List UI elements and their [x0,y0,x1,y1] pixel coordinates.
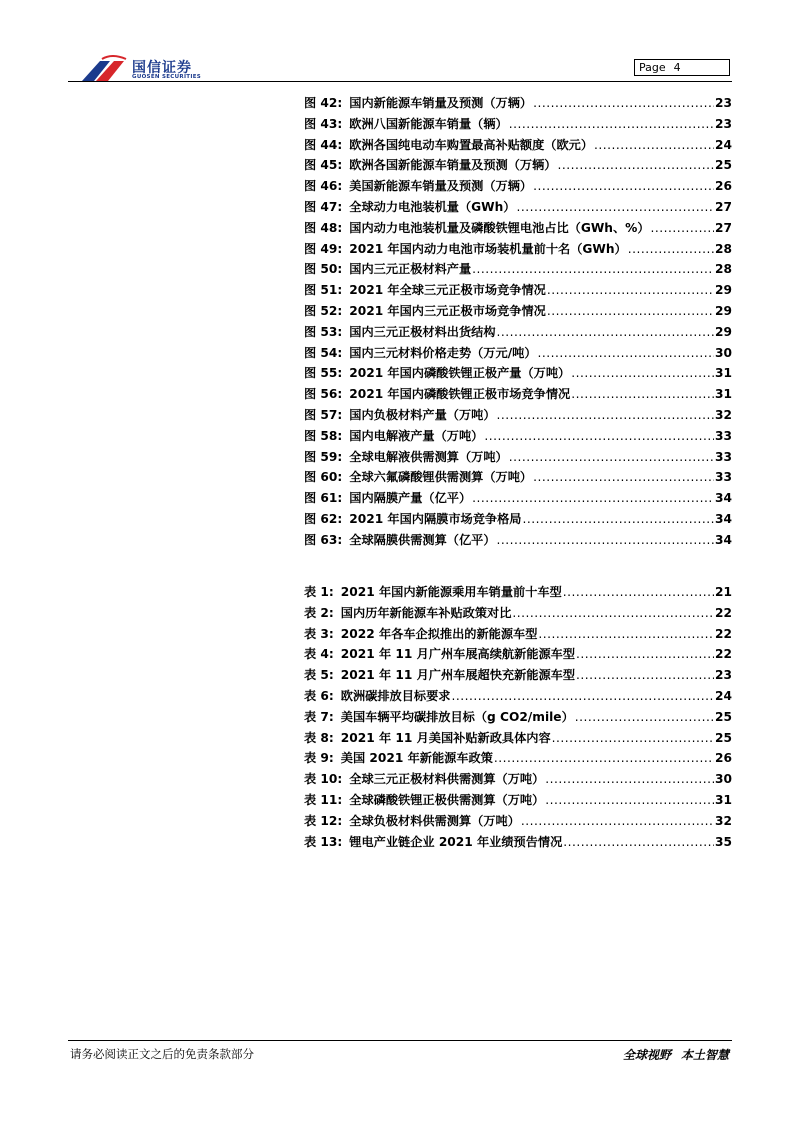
toc-entry-number: 图 56: [304,387,343,402]
logo-chinese-name: 国信证券 [132,60,192,76]
toc-entry-title [304,707,574,728]
figure-toc-entry[interactable] [304,197,732,218]
toc-leader-dots [523,509,715,530]
toc-entry-number: 图 61: [304,491,343,506]
toc-entry-page: 31 [715,387,732,402]
figure-toc-entry[interactable] [304,384,732,405]
toc-leader-dots [509,447,714,468]
toc-entry-page: 32 [715,407,732,422]
toc-entry-number: 图 47: [304,199,343,214]
figure-toc-entry[interactable] [304,488,732,509]
toc-leader-dots [516,197,714,218]
table-toc-entry[interactable] [304,811,732,832]
toc-entry-text: 全球隔膜供需测算（亿平） [349,532,496,547]
toc-entry-title [304,665,575,686]
table-toc-entry[interactable] [304,603,732,624]
toc-entry-number: 表 10: [304,772,343,787]
figure-toc-entry[interactable] [304,93,732,114]
toc-entry-number: 图 44: [304,137,343,152]
table-toc-entry[interactable] [304,624,732,645]
toc-leader-dots [538,343,715,364]
toc-entry-number: 表 9: [304,751,334,766]
toc-entry-text: 欧洲各国纯电动车购置最高补贴额度（欧元） [349,137,594,152]
toc-leader-dots [545,769,714,790]
toc-entry-title [304,301,546,322]
table-toc-entry[interactable] [304,686,732,707]
figure-toc-entry[interactable] [304,426,732,447]
toc-leader-dots [494,748,714,769]
toc-leader-dots [651,218,714,239]
toc-entry-page: 23 [715,116,732,131]
toc-entry-number: 表 4: [304,647,334,662]
toc-entry-page: 21 [715,585,732,599]
toc-leader-dots [547,301,714,322]
toc-entry-page: 27 [715,199,732,214]
toc-entry-title [304,405,496,426]
toc-entry-title [304,790,544,811]
table-toc-entry[interactable] [304,707,732,728]
figure-toc-entry[interactable] [304,259,732,280]
figure-toc-entry[interactable] [304,135,732,156]
toc-entry-page: 33 [715,428,732,443]
toc-entry-text: 美国 2021 年新能源车政策 [340,751,493,766]
toc-entry-title [304,467,532,488]
toc-entry-number: 图 49: [304,241,343,256]
table-toc-entry[interactable] [304,728,732,749]
toc-entry-page: 23 [715,668,732,683]
toc-entry-title [304,811,520,832]
toc-entry-number: 表 6: [304,688,334,703]
toc-leader-dots [576,665,714,686]
toc-entry-text: 全球磷酸铁锂正极供需测算（万吨） [349,792,545,807]
toc-entry-text: 欧洲八国新能源车销量（辆） [349,116,508,131]
toc-entry-text: 2021 年国内磷酸铁锂正极产量（万吨） [349,366,571,381]
toc-entry-text: 2021 年 11 月广州车展超快充新能源车型 [340,668,576,683]
toc-entry-number: 图 57: [304,407,343,422]
toc-entry-number: 图 63: [304,532,343,547]
figure-toc-entry[interactable] [304,343,732,364]
toc-entry-title [304,488,471,509]
toc-entry-number: 图 55: [304,366,343,381]
toc-entry-number: 图 54: [304,345,343,360]
toc-leader-dots [484,426,714,447]
toc-entry-text: 国内负极材料产量（万吨） [349,407,496,422]
toc-entry-page: 34 [715,532,732,547]
toc-entry-text: 全球电解液供需测算（万吨） [349,449,508,464]
toc-entry-text: 2021 年国内磷酸铁锂正极市场竞争情况 [349,387,571,402]
figure-toc-entry[interactable] [304,405,732,426]
toc-entry-title [304,644,575,665]
toc-entry-text: 全球负极材料供需测算（万吨） [349,813,520,828]
page-label: Page [639,61,666,74]
toc-entry-number: 表 7: [304,709,334,724]
toc-entry-page: 29 [715,324,732,339]
toc-entry-title [304,93,532,114]
toc-entry-page: 22 [715,626,732,641]
toc-entry-page: 27 [715,220,732,235]
toc-leader-dots [509,114,714,135]
table-toc-entry[interactable] [304,790,732,811]
figure-toc-entry[interactable] [304,447,732,468]
toc-entry-text: 欧洲碳排放目标要求 [340,688,451,703]
toc-entry-text: 2021 年 11 月美国补贴新政具体内容 [340,730,551,745]
figure-toc-entry[interactable] [304,176,732,197]
toc-entry-title [304,426,483,447]
toc-entry-title [304,343,537,364]
toc-entry-number: 图 52: [304,303,343,318]
toc-entry-page: 31 [715,792,732,807]
toc-entry-text: 国内动力电池装机量及磷酸铁锂电池占比（GWh、%） [349,220,650,235]
slogan-local-wisdom: 本土智慧 [680,1048,729,1062]
toc-leader-dots [497,405,715,426]
toc-entry-title [304,509,522,530]
toc-entry-page: 25 [715,709,732,724]
table-toc-entry[interactable] [304,769,732,790]
toc-entry-page: 25 [715,730,732,745]
toc-entry-text: 2022 年各车企拟推出的新能源车型 [340,626,538,641]
logo-english-name: GUOSEN SECURITIES [132,74,202,80]
toc-entry-page: 29 [715,303,732,318]
toc-entry-page: 30 [715,772,732,787]
figure-toc-entry[interactable] [304,280,732,301]
toc-entry-text: 国内三元材料价格走势（万元/吨） [349,345,537,360]
figure-toc-entry[interactable] [304,467,732,488]
toc-leader-dots [533,467,714,488]
figure-toc-entry[interactable] [304,155,732,176]
toc-leader-dots [571,384,714,405]
toc-entry-number: 表 13: [304,834,343,849]
toc-entry-text: 国内三元正极材料产量 [349,262,472,277]
toc-entry-number: 表 11: [304,792,343,807]
toc-entry-page: 34 [715,511,732,526]
toc-entry-title [304,748,493,769]
toc-entry-number: 图 50: [304,262,343,277]
page-indicator [634,59,730,76]
figure-toc-entry[interactable] [304,114,732,135]
toc-entry-page: 29 [715,283,732,298]
toc-entry-title [304,259,471,280]
toc-leader-dots [472,488,714,509]
toc-entry-text: 2021 年国内三元正极市场竞争情况 [349,303,546,318]
toc-entry-title [304,135,593,156]
toc-entry-text: 2021 年全球三元正极市场竞争情况 [349,283,546,298]
toc-entry-title [304,686,450,707]
figure-toc-entry[interactable] [304,322,732,343]
toc-entry-page: 26 [715,751,732,766]
toc-entry-title [304,447,508,468]
toc-entry-title [304,728,551,749]
toc-entry-title [304,384,570,405]
toc-entry-page: 32 [715,813,732,828]
footer-divider [68,1040,732,1041]
figure-toc-entry[interactable] [304,301,732,322]
toc-entry-title [304,197,515,218]
toc-leader-dots [547,280,714,301]
toc-entry-title [304,363,570,384]
toc-entry-page: 33 [715,470,732,485]
toc-entry-text: 全球动力电池装机量（GWh） [349,199,516,214]
toc-entry-number: 图 62: [304,511,343,526]
figure-toc-entry[interactable] [304,239,732,260]
toc-entry-page: 23 [715,96,732,110]
toc-entry-text: 锂电产业链企业 2021 年业绩预告情况 [349,834,563,849]
toc-entry-title [304,624,537,645]
toc-entry-title [304,239,627,260]
figure-toc-entry[interactable] [304,218,732,239]
toc-entry-text: 2021 年国内隔膜市场竞争格局 [349,511,522,526]
toc-entry-page: 34 [715,491,732,506]
toc-leader-dots [451,686,714,707]
toc-entry-page: 31 [715,366,732,381]
toc-entry-text: 国内三元正极材料出货结构 [349,324,496,339]
toc-entry-number: 表 12: [304,813,343,828]
toc-entry-number: 表 2: [304,605,334,620]
toc-entry-number: 图 59: [304,449,343,464]
toc-leader-dots [497,322,715,343]
toc-leader-dots [533,93,714,114]
toc-entry-page: 35 [715,834,732,849]
toc-entry-title [304,176,532,197]
page-number: 4 [673,61,681,74]
toc-leader-dots [552,728,714,749]
slogan-global-vision: 全球视野 [622,1048,671,1062]
toc-leader-dots [576,644,714,665]
toc-leader-dots [538,624,714,645]
toc-leader-dots [594,135,714,156]
table-toc-entry[interactable] [304,665,732,686]
toc-entry-text: 国内隔膜产量（亿平） [349,491,472,506]
toc-entry-text: 国内电解液产量（万吨） [349,428,484,443]
toc-entry-page: 28 [715,262,732,277]
toc-entry-page: 22 [715,647,732,662]
toc-entry-number: 表 3: [304,626,334,641]
toc-entry-text: 全球三元正极材料供需测算（万吨） [349,772,545,787]
toc-entry-text: 2021 年国内动力电池市场装机量前十名（GWh） [349,241,627,256]
table-toc-entry[interactable] [304,582,732,603]
toc-leader-dots [521,811,714,832]
logo-mark-icon [80,55,132,83]
toc-entry-text: 美国新能源车销量及预测（万辆） [349,179,533,194]
toc-leader-dots [563,582,714,603]
toc-entry-title [304,155,556,176]
toc-entry-page: 26 [715,179,732,194]
toc-entry-number: 图 42: [304,96,343,110]
toc-leader-dots [575,707,714,728]
footer-disclaimer: 请务必阅读正文之后的免责条款部分 [70,1047,254,1061]
figure-toc-entry[interactable] [304,509,732,530]
toc-entry-title [304,603,511,624]
toc-entry-number: 图 51: [304,283,343,298]
table-toc-entry[interactable] [304,832,732,853]
toc-entry-page: 33 [715,449,732,464]
toc-leader-dots [533,176,714,197]
toc-entry-page: 22 [715,605,732,620]
toc-entry-number: 图 46: [304,179,343,194]
toc-entry-title [304,530,496,551]
toc-entry-number: 表 1: [304,585,334,599]
toc-leader-dots [545,790,714,811]
toc-leader-dots [563,832,714,853]
table-toc-entry[interactable] [304,644,732,665]
toc-leader-dots [497,530,715,551]
toc-leader-dots [557,155,714,176]
toc-leader-dots [571,363,714,384]
toc-entry-number: 图 43: [304,116,343,131]
toc-entry-title [304,114,508,135]
toc-leader-dots [512,603,714,624]
toc-entry-title [304,218,650,239]
footer-slogan [623,1046,729,1063]
toc-entry-page: 24 [715,137,732,152]
toc-entry-text: 2021 年 11 月广州车展高续航新能源车型 [340,647,576,662]
toc-entry-page: 30 [715,345,732,360]
toc-leader-dots [628,239,714,260]
toc-leader-dots [472,259,714,280]
toc-entry-text: 全球六氟磷酸锂供需测算（万吨） [349,470,533,485]
toc-entry-text: 国内新能源车销量及预测（万辆） [349,96,533,110]
toc-entry-page: 28 [715,241,732,256]
table-toc-entry[interactable] [304,748,732,769]
figure-toc-entry[interactable] [304,363,732,384]
toc-entry-text: 2021 年国内新能源乘用车销量前十车型 [340,585,562,599]
toc-entry-number: 图 53: [304,324,343,339]
toc-entry-text: 美国车辆平均碳排放目标（g CO2/mile） [340,709,574,724]
toc-entry-number: 图 45: [304,158,343,173]
toc-entry-title [304,280,546,301]
header-divider [68,81,732,82]
toc-entry-number: 图 60: [304,470,343,485]
toc-entry-number: 表 5: [304,668,334,683]
toc-entry-title [304,832,562,853]
toc-entry-number: 表 8: [304,730,334,745]
toc-entry-page: 24 [715,688,732,703]
toc-entry-number: 图 58: [304,428,343,443]
figure-list [304,93,732,551]
toc-entry-number: 图 48: [304,220,343,235]
figure-toc-entry[interactable] [304,530,732,551]
toc-entry-text: 欧洲各国新能源车销量及预测（万辆） [349,158,557,173]
table-list [304,582,732,852]
toc-entry-title [304,582,562,603]
toc-entry-text: 国内历年新能源车补贴政策对比 [340,605,512,620]
toc-entry-page: 25 [715,158,732,173]
toc-entry-title [304,769,544,790]
toc-entry-title [304,322,496,343]
